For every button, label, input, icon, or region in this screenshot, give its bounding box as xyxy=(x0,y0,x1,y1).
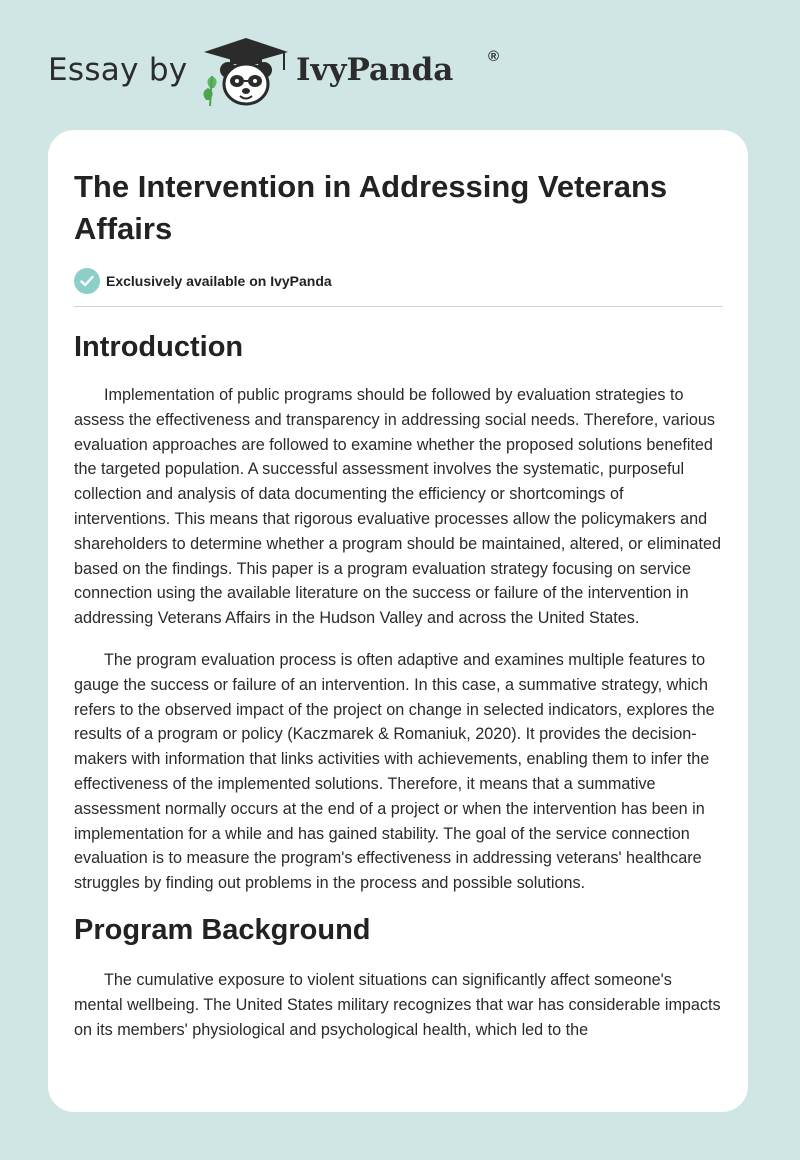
brand-name[interactable]: IvyPanda xyxy=(296,52,454,88)
brand-prefix: Essay by xyxy=(48,52,188,88)
section-heading-program-background: Program Background xyxy=(74,913,371,946)
panda-graduation-cap-icon[interactable] xyxy=(200,36,292,108)
essay-card xyxy=(48,130,748,1112)
divider xyxy=(74,306,723,307)
brand-header xyxy=(48,36,508,108)
essay-content xyxy=(74,166,724,1042)
paragraph: Implementation of public programs should be followed by evaluation strategies to assess the effectiveness and transparency in addressing social needs. Therefore, various evaluation approaches are followed to examine whether the proposed solutions benefited the targeted population. A successful assessment involves the systematic, purposeful collection and analysis of data documenting the efficiency or shortcomings of interventions. This means that rigorous evaluative processes allow the policymakers and shareholders to determine whether a program should be maintained, altered, or eliminated based on the findings. This paper is a program evaluation strategy focusing on service connection using the available literature on the success or failure of the intervention in addressing Veterans Affairs in the Hudson Valley and across the United States. xyxy=(74,386,721,628)
badge-label: Exclusively available on IvyPanda xyxy=(106,273,332,289)
check-circle-icon xyxy=(74,268,100,294)
page-title: The Intervention in Addressing Veterans Affairs xyxy=(74,169,668,246)
registered-mark: ® xyxy=(488,48,500,65)
paragraph: The cumulative exposure to violent situations can significantly affect someone's mental wellbeing. The United States military recognizes that war has considerable impacts on its members' physiological and psychological health, which led to the xyxy=(74,970,721,1039)
section-heading-introduction: Introduction xyxy=(74,331,244,363)
paragraph: The program evaluation process is often adaptive and examines multiple features to gauge the success or failure of an intervention. In this case, a summative strategy, which refers to the observed impact of the project on change in selected indicators, explores the results of a program or policy (Kaczmarek & Romaniuk, 2020). It provides the decision-makers with information that links activities with achievements, enabling them to infer the effectiveness of the implemented solutions. Therefore, it means that a summative assessment normally occurs at the end of a project or when the intervention has been in implementation for a while and has gained stability. The goal of the service connection evaluation is to measure the program's effectiveness in addressing veterans' healthcare struggles by finding out problems in the process and possible solutions. xyxy=(74,650,715,893)
exclusive-badge xyxy=(74,268,724,294)
